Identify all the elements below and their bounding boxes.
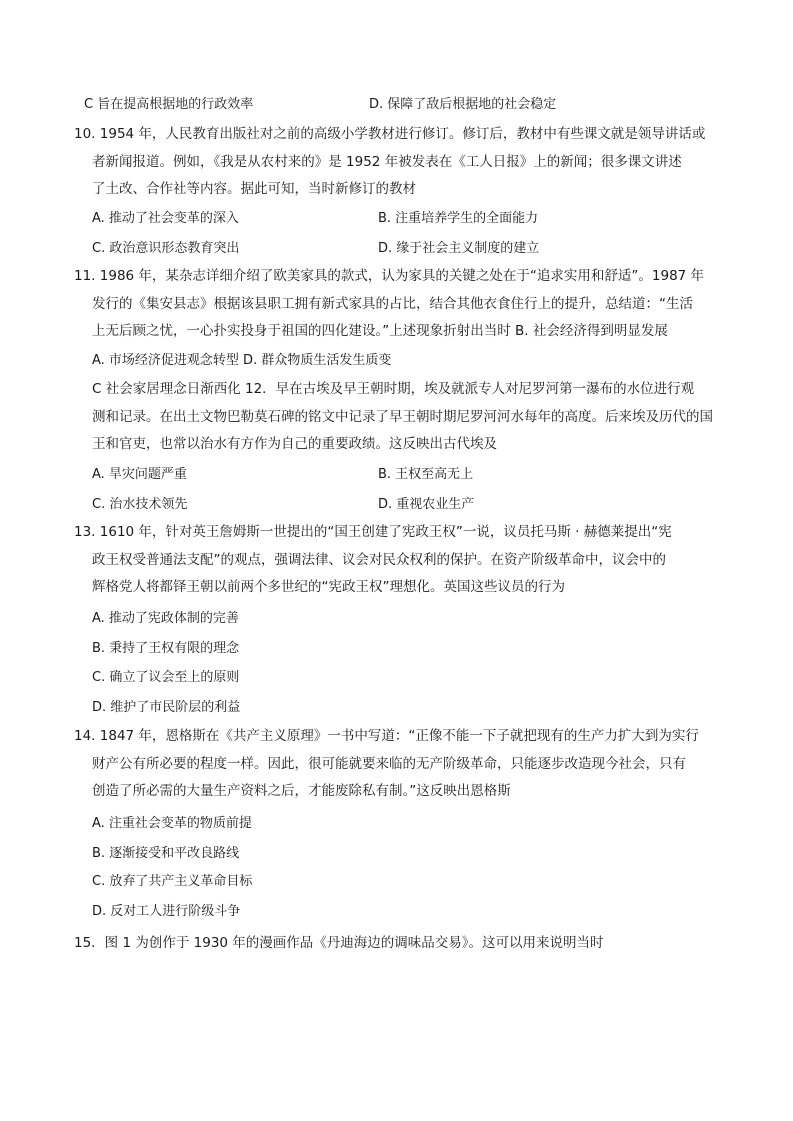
question-14-option-a: A. 注重社会变革的物质前提: [92, 816, 252, 831]
question-10-option-a: A. 推动了社会变革的深入: [92, 211, 239, 226]
question-12-option-d: D. 重视农业生产: [378, 497, 475, 512]
question-13-line-3: 辉格党人将都铎王朝以前两个多世纪的“宪政王权”理想化。英国这些议员的行为: [92, 579, 565, 595]
question-12-option-c: C. 治水技术领先: [92, 497, 188, 512]
question-13-option-b: B. 秉持了王权有限的理念: [92, 641, 240, 656]
question-12-line-3: 王和官吏，也常以治水有方作为自己的重要政绩。这反映出古代埃及: [92, 436, 497, 452]
question-11-options: A. 市场经济促进观念转型 D. 群众物质生活发生质变: [92, 353, 392, 368]
question-13-option-d: D. 维护了市民阶层的利益: [92, 700, 241, 715]
question-10-option-d: D. 缘于社会主义制度的建立: [378, 241, 540, 256]
question-10-option-b: B. 注重培养学生的全面能力: [378, 211, 539, 226]
question-11-line-3: 上无后顾之忧，一心扑实投身于祖国的四化建设。”上述现象折射出当时 B. 社会经济得到明显发展: [92, 323, 668, 339]
question-10-line-2: 者新闻报道。例如，《我是从农村来的》是 1952 年被发表在《工人日报》上的新闻；很多课文讲述: [92, 154, 682, 170]
question-14-option-c: C. 放弃了共产主义革命目标: [92, 874, 253, 889]
question-12-line-1: C 社会家居理念日渐西化 12．早在古埃及早王朝时期，埃及就派专人对尼罗河第一瀑布的水位进行观: [92, 381, 695, 397]
question-10-line-3: 了土改、合作社等内容。据此可知，当时新修订的教材: [92, 181, 416, 197]
question-14-option-d: D. 反对工人进行阶级斗争: [92, 904, 241, 919]
question-11-line-1: 11. 1986 年，某杂志详细介绍了欧美家具的款式，认为家具的关键之处在于“追求实用和舒适”。1987 年: [74, 268, 705, 284]
question-13-line-2: 政王权受普通法支配”的观点，强调法律、议会对民众权利的保护。在资产阶级革命中，议会中的: [92, 552, 666, 568]
question-12-option-b: B. 王权至高无上: [378, 467, 474, 482]
option-c: C 旨在提高根据地的行政效率: [84, 97, 254, 112]
question-14-line-2: 财产公有所必要的程度一样。因此，很可能就要来临的无产阶级革命，只能逐步改造现今社会，只有: [92, 756, 686, 772]
question-12-line-2: 测和记录。在出土文物巴勒莫石碑的铭文中记录了早王朝时期尼罗河河水每年的高度。后来埃及历代的国: [92, 409, 713, 425]
question-13-option-a: A. 推动了宪政体制的完善: [92, 611, 239, 626]
question-10-option-c: C. 政治意识形态教育突出: [92, 241, 240, 256]
question-14-line-1: 14. 1847 年，恩格斯在《共产主义原理》一书中写道：“正像不能一下子就把现有的生产力扩大到为实行: [74, 728, 699, 744]
question-12-option-a: A. 旱灾问题严重: [92, 467, 187, 482]
question-10-line-1: 10. 1954 年，人民教育出版社对之前的高级小学教材进行修订。修订后，教材中有些课文就是领导讲话或: [74, 126, 706, 142]
question-11-line-2: 发行的《集安县志》根据该县职工拥有新式家具的占比，结合其他衣食住行上的提升，总结道：“生活: [92, 296, 693, 312]
question-14-line-3: 创造了所必需的大量生产资料之后，才能废除私有制。”这反映出恩格斯: [92, 783, 511, 799]
question-13-option-c: C. 确立了议会至上的原则: [92, 670, 240, 685]
option-d: D. 保障了敌后根据地的社会稳定: [369, 97, 557, 112]
question-14-option-b: B. 逐渐接受和平改良路线: [92, 846, 240, 861]
question-13-line-1: 13. 1610 年，针对英王詹姆斯一世提出的“国王创建了宪政王权”一说，议员托马斯 · 赫德莱提出“宪: [74, 524, 672, 540]
question-15-line-1: 15．图 1 为创作于 1930 年的漫画作品《丹迪海边的调味品交易》。这可以用来说明当时: [74, 935, 604, 951]
